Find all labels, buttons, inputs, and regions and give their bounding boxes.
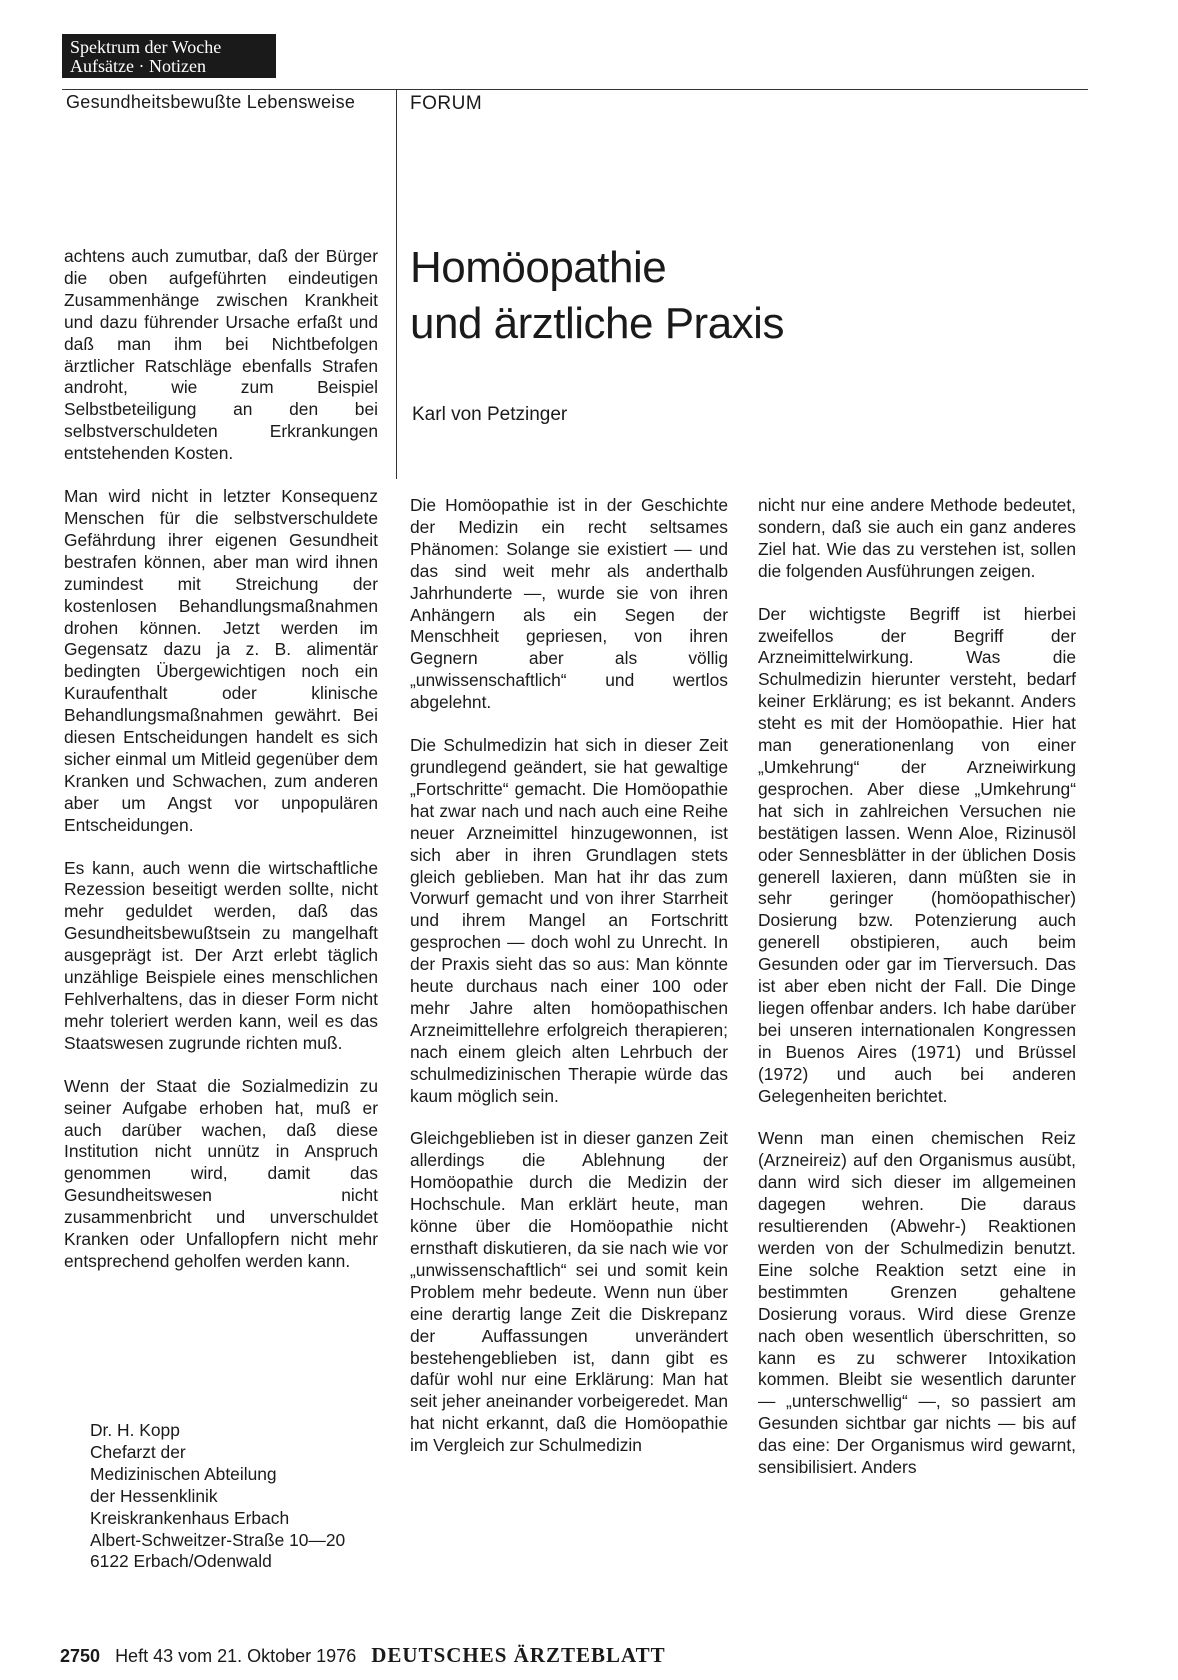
- issue-info: Heft 43 vom 21. Oktober 1976: [115, 1646, 357, 1666]
- page-number: 2750: [60, 1646, 101, 1666]
- badge-line-2: Aufsätze · Notizen: [70, 56, 206, 76]
- article-author: Karl von Petzinger: [412, 404, 568, 425]
- column-left: [64, 246, 378, 1294]
- column-right: [758, 495, 1076, 1500]
- title-line-2: und ärztliche Praxis: [410, 299, 784, 348]
- column-divider: [396, 89, 397, 479]
- signature-line: 6122 Erbach/Odenwald: [90, 1551, 272, 1572]
- column-middle: [410, 495, 728, 1478]
- paragraph: Die Homöopathie ist in der Geschichte der Medizin ein recht seltsames Phänomen: Solange sie existiert — und das sind weit mehr als anderthalb Jahrhunderte —, wurde sie von ihren Anhängern als ein Segen der Menschheit gepriesen, von ihren Gegnern aber als völlig „unwissenschaftlich“ und wertlos abgelehnt.: [410, 495, 728, 713]
- paragraph: Man wird nicht in letzter Konsequenz Menschen für die selbstverschuldete Gefährdung ihrer eigenen Gesundheit bestrafen können, aber man wird ihnen zumindest mit Streichung der kostenlosen Behandlungsmaßnahmen drohen können. Jetzt werden im Gegensatz dazu ja z. B. alimentär bedingten Übergewichtigen noch ein Kuraufenthalt oder klinische Behandlungsmaßnahmen gewährt. Bei diesen Entscheidungen handelt es sich sicher einmal um Mitleid gegenüber dem Kranken und Schwachen, zum anderen aber um Angst vor unpopulären Entscheidungen.: [64, 486, 378, 835]
- badge-line-1: Spektrum der Woche: [70, 37, 222, 57]
- article-title: [410, 240, 784, 352]
- paragraph: Die Schulmedizin hat sich in dieser Zeit grundlegend geändert, sie hat gewaltige „Fortschritte“ gemacht. Die Homöopathie hat zwar nach und nach auch eine Reihe neuer Arzneimittel hinzugewonnen, ist sich aber in ihren Grundlagen stets gleich geblieben. Man hat ihr das zum Vorwurf gemacht und von ihrer Starrheit und ihrem Mangel an Fortschritt gesprochen — doch wohl zu Unrecht. In der Praxis sieht das so aus: Man könnte heute durchaus nach einer 100 oder mehr Jahre alten homöopathischen Arzneimittellehre erfolgreich therapieren; nach einem gleich alten Lehrbuch der schulmedizinischen Therapie würde das kaum möglich sein.: [410, 735, 728, 1106]
- paragraph: nicht nur eine andere Methode bedeutet, sondern, daß sie auch ein ganz anderes Ziel hat. Wie das zu verstehen ist, sollen die folgenden Ausführungen zeigen.: [758, 495, 1076, 581]
- section-badge: [62, 34, 276, 78]
- signature-line: Medizinischen Abteilung: [90, 1463, 277, 1484]
- paragraph: Wenn der Staat die Sozialmedizin zu seiner Aufgabe erhoben hat, muß er auch darüber wachen, daß diese Institution nicht unnütz in Anspruch genommen wird, damit das Gesundheitswesen nicht zusammenbricht und unverschuldet Kranken oder Unfallopfern nicht mehr entsprechend geholfen werden kann.: [64, 1075, 378, 1271]
- title-line-1: Homöopathie: [410, 243, 667, 292]
- signature-line: Albert-Schweitzer-Straße 10—20: [90, 1529, 346, 1550]
- signature-line: Chefarzt der: [90, 1441, 186, 1462]
- signature-line: Dr. H. Kopp: [90, 1420, 180, 1440]
- letter-signature: [90, 1420, 345, 1573]
- section-heading-left: Gesundheitsbewußte Lebensweise: [66, 92, 356, 112]
- paragraph: Gleichgeblieben ist in dieser ganzen Zeit allerdings die Ablehnung der Homöopathie durch die Medizin der Hochschule. Man erklärt heute, man könne über die Homöopathie nicht ernsthaft diskutieren, da sie nach wie vor „unwissenschaftlich“ sei und somit kein Problem mehr bedeute. Wenn nun über eine derartig lange Zeit die Diskrepanz der Auffassungen unverändert bestehengeblieben ist, dann gibt es dafür wohl nur eine Erklärung: Man hat seit jeher aneinander vorbeigeredet. Man hat nicht erkannt, daß die Homöopathie im Vergleich zur Schulmedizin: [410, 1128, 728, 1456]
- paragraph: Der wichtigste Begriff ist hierbei zweifellos der Begriff der Arzneimittelwirkung. Was die Schulmedizin hierunter versteht, bedarf keiner Erklärung; es ist bekannt. Anders steht es mit der Homöopathie. Hier hat man generationenlang von einer „Umkehrung“ der Arzneiwirkung gesprochen. Aber diese „Umkehrung“ hat sich in zahlreichen Versuchen nie bestätigen lassen. Wenn Aloe, Rizinusöl oder Sennesblätter in der üblichen Dosis generell laxieren, dann müßten sie in sehr geringer (homöopathischer) Dosierung bzw. Potenzierung auch generell obstipieren, auch beim Gesunden oder gar im Tierversuch. Das ist aber eben nicht der Fall. Die Dinge liegen offenbar anders. Ich habe darüber bei unseren internationalen Kongressen in Buenos Aires (1971) und Brüssel (1972) und auch bei anderen Gelegenheiten berichtet.: [758, 603, 1076, 1106]
- paragraph: Wenn man einen chemischen Reiz (Arzneireiz) auf den Organismus ausübt, dann wird sich dieser im allgemeinen dagegen wehren. Die daraus resultierenden (Abwehr-) Reaktionen werden von der Schulmedizin benutzt. Eine solche Reaktion setzt eine in bestimmten Grenzen gehaltene Dosierung voraus. Wird diese Grenze nach oben wesentlich überschritten, so kann es zu schwerer Intoxikation kommen. Bleibt sie wesentlich darunter — „unterschwellig“ —, so passiert am Gesunden sichtbar gar nichts — bis auf das eine: Der Organismus wird gewarnt, sensibilisiert. Anders: [758, 1128, 1076, 1478]
- signature-line: der Hessenklinik: [90, 1485, 218, 1506]
- page-footer: [60, 1643, 666, 1668]
- magazine-name: DEUTSCHES ÄRZTEBLATT: [371, 1643, 666, 1667]
- section-heading-right: FORUM: [410, 93, 483, 114]
- paragraph: Es kann, auch wenn die wirtschaftliche Rezession beseitigt werden sollte, nicht mehr geduldet werden, daß das Gesundheitsbewußtsein zu mangelhaft ausgeprägt ist. Der Arzt erlebt täglich unzählige Beispiele eines menschlichen Fehlverhaltens, das in dieser Form nicht mehr toleriert werden kann, weil es das Staatswesen zugrunde richten muß.: [64, 857, 378, 1053]
- paragraph: achtens auch zumutbar, daß der Bürger die oben aufgeführten eindeutigen Zusammenhänge zwischen Krankheit und dazu führender Ursache erfaßt und daß man ihm bei Nichtbefolgen ärztlicher Ratschläge ebenfalls Strafen androht, wie zum Beispiel Selbstbeteiligung an den bei selbstverschuldeten Erkrankungen entstehenden Kosten.: [64, 246, 378, 464]
- signature-line: Kreiskrankenhaus Erbach: [90, 1507, 290, 1528]
- header-rule: [62, 89, 1088, 90]
